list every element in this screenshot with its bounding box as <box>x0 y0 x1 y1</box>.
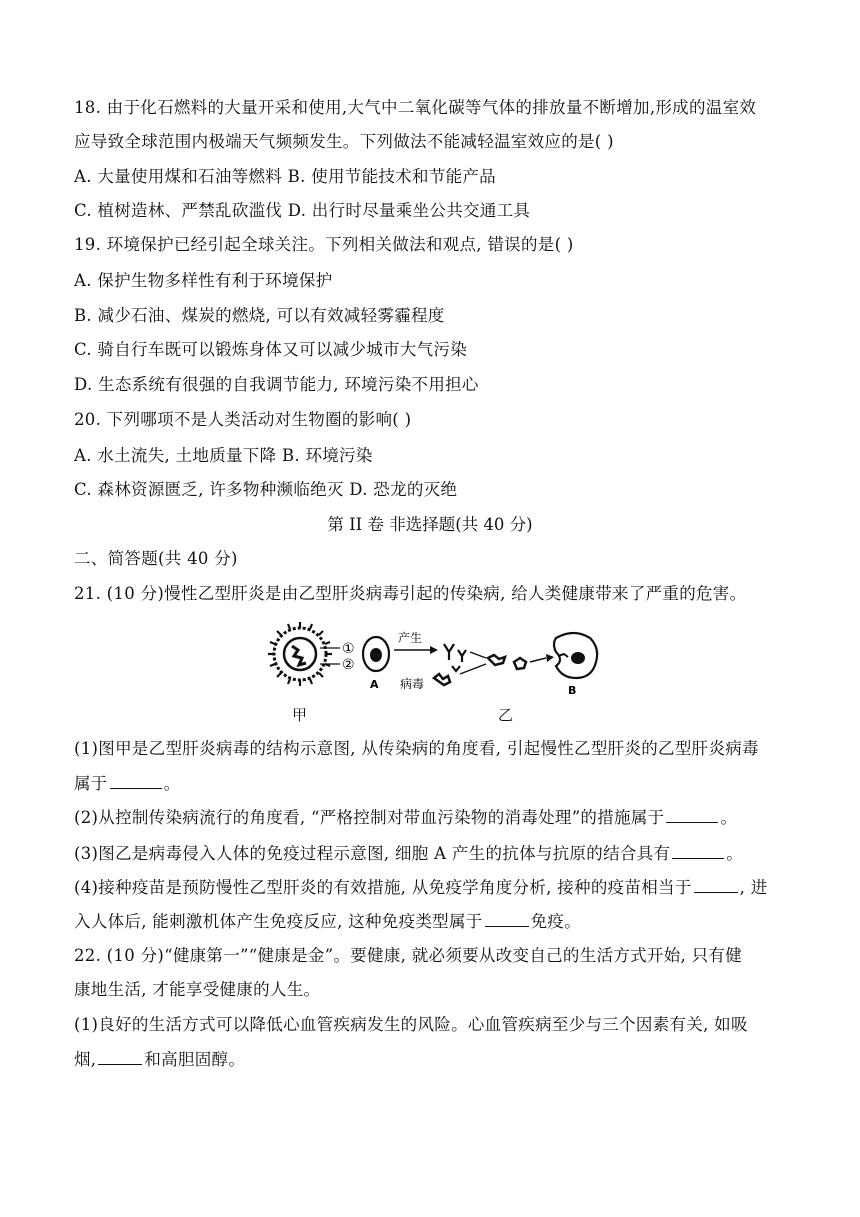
q21-p4-text-2: 入人体后, 能刺激机体产生免疫反应, 这种免疫类型属于 <box>74 912 483 931</box>
q21-p2-answer-blank[interactable] <box>666 806 718 823</box>
q21-p2-text: (2)从控制传染病流行的角度看, “严格控制对带血污染物的消毒处理”的措施属于 <box>74 808 665 827</box>
antigen-antibody-complex-icon <box>488 655 526 669</box>
q21-p1-tail: 。 <box>163 774 181 793</box>
q19-stem: 19. 环境保护已经引起全球关注。下列相关做法和观点, 错误的是( ) <box>74 235 574 254</box>
q21-p2 <box>74 806 737 829</box>
virus-immune-diagram <box>262 616 602 726</box>
q22-p1-line1: (1)良好的生活方式可以降低心血管疾病发生的风险。心血管疾病至少与三个因素有关, 如吸 <box>74 1015 748 1034</box>
q21-p4-line2 <box>74 910 581 933</box>
q22-p1-answer-blank[interactable] <box>98 1048 142 1065</box>
arrow-to-complex-1 <box>470 652 486 658</box>
q21-p3-tail: 。 <box>726 844 744 863</box>
q19-option-d: D. 生态系统有很强的自我调节能力, 环境污染不用担心 <box>74 375 479 394</box>
q21-p3 <box>74 842 743 865</box>
virus-label: 病毒 <box>400 677 425 691</box>
q22-p1-line2 <box>74 1048 245 1071</box>
q21-p4-tail-2: 免疫。 <box>530 912 581 931</box>
q21-p1-text: 属于 <box>74 774 108 793</box>
q19-option-c: C. 骑自行车既可以锻炼身体又可以减少城市大气污染 <box>74 340 468 359</box>
q21-figure <box>262 616 602 726</box>
q18-stem-line2: 应导致全球范围内极端天气频频发生。下列做法不能减轻温室效应的是( ) <box>74 132 614 151</box>
cell-b-label: B <box>568 684 577 697</box>
cell-a-icon <box>363 637 389 671</box>
part2-heading: 二、简答题(共 40 分) <box>74 549 238 568</box>
q21-p4-line1 <box>74 876 768 899</box>
q18-options-cd: C. 植树造林、严禁乱砍滥伐 D. 出行时尽量乘坐公共交通工具 <box>74 201 531 220</box>
q20-options-cd: C. 森林资源匮乏, 许多物种濒临绝灭 D. 恐龙的灭绝 <box>74 480 458 499</box>
q21-p1-answer-blank[interactable] <box>110 772 162 789</box>
arrow-to-complex-2 <box>460 664 486 674</box>
q22-p1-text: 烟, <box>74 1050 97 1069</box>
q18-stem-line1: 18. 由于化石燃料的大量开采和使用,大气中二氧化碳等气体的排放量不断增加,形成的温室效 <box>74 98 757 117</box>
cell-b-phagocyte-icon <box>554 633 597 678</box>
q22-p1-tail: 和高胆固醇。 <box>144 1050 246 1069</box>
q22-stem-line1: 22. (10 分)“健康第一”“健康是金”。要健康, 就必须要从改变自己的生活方式开始, 只有健 <box>74 946 743 965</box>
q22-stem-line2: 康地生活, 才能享受健康的人生。 <box>74 980 321 999</box>
q20-stem: 20. 下列哪项不是人类活动对生物圈的影响( ) <box>74 410 412 429</box>
q21-p1-line2 <box>74 772 180 795</box>
q21-stem: 21. (10 分)慢性乙型肝炎是由乙型肝炎病毒引起的传染病, 给人类健康带来了严重的危害。 <box>74 584 747 603</box>
hbv-virus-icon <box>268 622 332 686</box>
q18-options-ab: A. 大量使用煤和石油等燃料 B. 使用节能技术和节能产品 <box>74 167 496 186</box>
virus-particles-icon <box>434 674 450 685</box>
figure-jia-label: 甲 <box>292 706 308 724</box>
q19-option-a: A. 保护生物多样性有利于环境保护 <box>74 271 333 290</box>
marker-1-label: ① <box>342 641 355 657</box>
q21-p3-text: (3)图乙是病毒侵入人体的免疫过程示意图, 细胞 A 产生的抗体与抗原的结合具有 <box>74 844 671 863</box>
part2-title: 第 II 卷 非选择题(共 40 分) <box>327 515 533 534</box>
q21-p1-line1: (1)图甲是乙型肝炎病毒的结构示意图, 从传染病的角度看, 引起慢性乙型肝炎的乙型肝炎病毒 <box>74 739 759 758</box>
q21-p4-text: (4)接种疫苗是预防慢性乙型肝炎的有效措施, 从免疫学角度分析, 接种的疫苗相当于 <box>74 878 692 897</box>
q21-p4-answer-blank-2[interactable] <box>485 910 529 927</box>
produce-label: 产生 <box>398 631 423 645</box>
q19-option-b: B. 减少石油、煤炭的燃烧, 可以有效减轻雾霾程度 <box>74 306 445 325</box>
q21-p4-tail: , 进 <box>739 878 768 897</box>
cell-a-label: A <box>370 678 379 691</box>
q21-p4-answer-blank-1[interactable] <box>694 876 738 893</box>
arrow-to-cell-b <box>530 658 546 662</box>
q21-p3-answer-blank[interactable] <box>672 842 724 859</box>
figure-yi-label: 乙 <box>498 706 514 724</box>
q20-options-ab: A. 水土流失, 土地质量下降 B. 环境污染 <box>74 446 373 465</box>
q21-p2-tail: 。 <box>720 808 738 827</box>
marker-2-label: ② <box>342 657 355 673</box>
antibody-icon <box>444 644 466 671</box>
